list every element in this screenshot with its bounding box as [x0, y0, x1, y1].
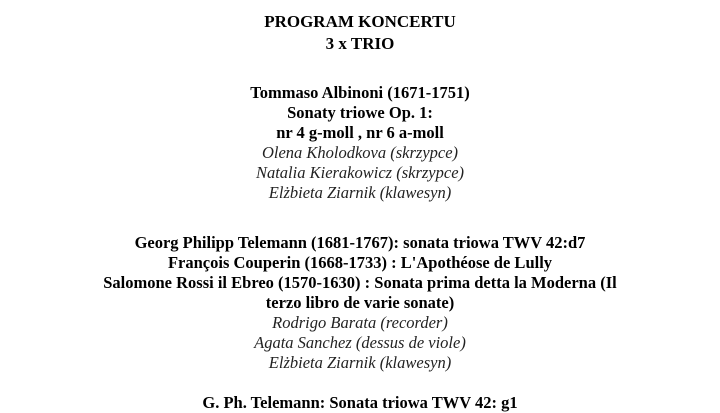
performer-line: Elżbieta Ziarnik (klawesyn) — [268, 353, 452, 372]
performer-line: Elżbieta Ziarnik (klawesyn) — [268, 183, 452, 202]
work-line: François Couperin (1668-1733) : L'Apothéose de Lully — [167, 253, 553, 272]
work-line: Georg Philipp Telemann (1681-1767): sonata triowa TWV 42:d7 — [134, 233, 586, 252]
work-line: nr 4 g-moll , nr 6 a-moll — [276, 123, 444, 142]
title-line: PROGRAM KONCERTU — [264, 12, 456, 31]
title-line: 3 x TRIO — [325, 34, 395, 53]
performer-line: Natalia Kierakowicz (skrzypce) — [255, 163, 465, 182]
work-line: Tommaso Albinoni (1671-1751) — [250, 83, 470, 102]
performer-line: Rodrigo Barata (recorder) — [272, 313, 448, 332]
work-line: terzo libro de varie sonate) — [265, 293, 455, 312]
work-line: G. Ph. Telemann: Sonata triowa TWV 42: g1 — [202, 393, 518, 412]
work-line: Salomone Rossi il Ebreo (1570-1630) : Sonata prima detta la Moderna (Il — [103, 273, 617, 292]
work-line: Sonaty triowe Op. 1: — [287, 103, 433, 122]
performer-line: Agata Sanchez (dessus de viole) — [254, 333, 466, 352]
performer-line: Olena Kholodkova (skrzypce) — [261, 143, 459, 162]
